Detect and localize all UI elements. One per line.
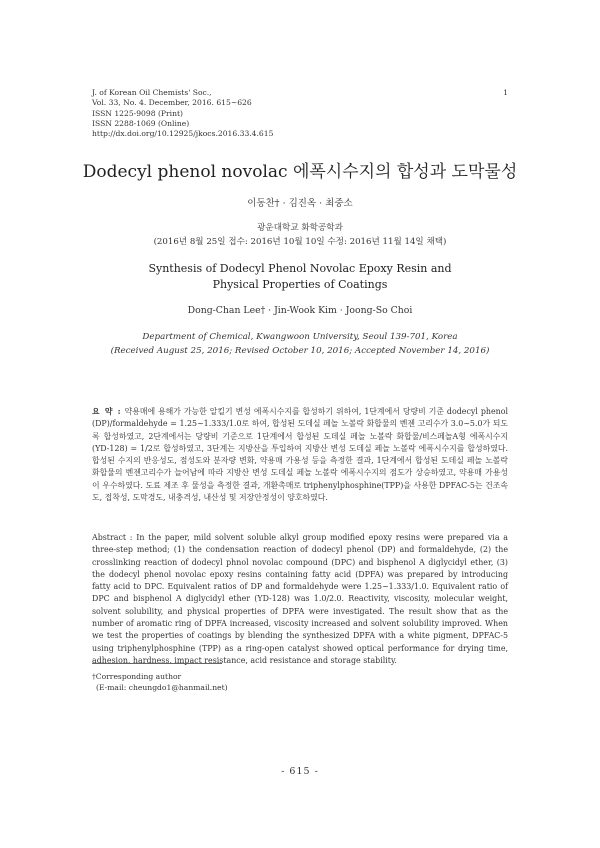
title-english-line2: Physical Properties of Coatings — [212, 277, 388, 291]
corresponding-author-note: †Corresponding author — [92, 672, 182, 681]
abstract-korean-label: 요 약 : — [92, 407, 122, 416]
volume-info: Vol. 33, No. 4. December, 2016. 615~626 — [92, 98, 252, 108]
affiliation-korean: 광운대학교 화학공학과 — [257, 223, 343, 233]
title-english — [0, 261, 600, 292]
footnote — [92, 672, 228, 693]
authors-english: Dong-Chan Lee† · Jin-Wook Kim · Joong-So Choi — [187, 305, 413, 316]
doi-link[interactable]: http://dx.doi.org/10.12925/jkocs.2016.33.4.615 — [92, 129, 274, 139]
corresponding-author-email[interactable]: (E-mail: cheungdo1@hanmail.net) — [96, 682, 228, 692]
abstract-english-text: In the paper, mild solvent soluble alkyl group modified epoxy resins were prepared via a three-step method; (1) the condensation reaction of dodecyl phenol (DP) and formaldehyde, (2) the crosslinking reaction of dodecyl phnol novolac compound (DPC) and bisphenol A diglycidyl ether, (3) the dodecyl phenol novolac epoxy resins containing fatty acid (DPFA) was prepared by introducing fatty acid to DPC. Equivalent ratios of DP and formaldehyde were 1.25~1.333/1.0. Equivalent ratio of DPC and bisphenol A diglycidyl ether (YD-128) was 1.0/2.0. Reactivity, viscosity, molecular weight, solvent solubility, and physical properties of DPFA were investigated. The result show that as the number of aromatic ring of DPFA increased, viscosity increased and solvent solubility improved. When we test the properties of coatings by blending the synthesized DPFA with a white pigment, DPFAC-5 using triphenylphosphine (TPP) as a ring-open catalyst showed optical performance for drying time, adhesion, hardness, impact resistance, acid resistance and storage stability. — [92, 533, 508, 665]
footnote-divider — [92, 663, 222, 664]
department-english: Department of Chemical, Kwangwoon University, Seoul 139-701, Korea — [142, 332, 458, 342]
footer-page-number: - 615 - — [281, 766, 319, 777]
abstract-english-label: Abstract : — [92, 533, 133, 542]
page-number: 1 — [503, 88, 508, 97]
journal-header — [92, 88, 273, 139]
received-dates-english: (Received August 25, 2016; Revised October 10, 2016; Accepted November 14, 2016) — [110, 345, 490, 356]
received-dates-korean: (2016년 8월 25일 접수: 2016년 10월 10일 수정: 2016년 11월 14일 채택) — [153, 237, 447, 247]
abstract-korean — [92, 406, 508, 504]
issn-online: ISSN 2288-1069 (Online) — [92, 118, 190, 128]
authors-korean: 이동찬† · 김진옥 · 최중소 — [247, 198, 353, 209]
journal-name: J. of Korean Oil Chemists' Soc., — [92, 88, 212, 97]
abstract-korean-text: 약용매에 용해가 가능한 알킬기 변성 에폭시수지를 합성하기 위하여, 1단계에서 당량비 기준 dodecyl phenol (DP)/formaldehyde = 1.25~1.333/1.0로 하여, 합성된 도데실 페놀 노볼락 화합물의 벤젠 고리수가 3.0~5.0가 되도록 합성하였고, 2단계에서는 당량비 기준으로 1단계에서 합성된 도데실 페놀 노볼락 화합물/비스페놀A형 에폭시수지 (YD-128) = 1/2로 합성하였고, 3단계는 지방산을 투입하여 지방산 변성 도데실 페놀 노볼락 에폭시수지를 합성하였다. 합성된 수지의 반응성도, 점성도와 분자량 변화, 약용매 가용성 등을 측정한 결과, 1단계에서 합성된 도데실 페놀 노볼락 화합물의 벤젠고리수가 늘어남에 따라 지방산 변성 도데실 페놀 노볼락 에폭시수지의 점도가 상승하였고, 약용매 가용성이 우수하였다. 도료 제조 후 물성을 측정한 결과, 개환촉매로 triphenylphosphine(TPP)을 사용한 DPFAC-5는 건조속도, 접착성, 도막경도, 내충격성, 내산성 및 저장안정성이 양호하였다. — [92, 407, 508, 503]
title-korean: Dodecyl phenol novolac 에폭시수지의 합성과 도막물성 — [82, 162, 518, 182]
affiliation-english — [0, 331, 600, 358]
issn-print: ISSN 1225-9098 (Print) — [92, 108, 183, 118]
title-english-line1: Synthesis of Dodecyl Phenol Novolac Epoxy Resin and — [148, 262, 452, 275]
abstract-english — [92, 532, 508, 667]
